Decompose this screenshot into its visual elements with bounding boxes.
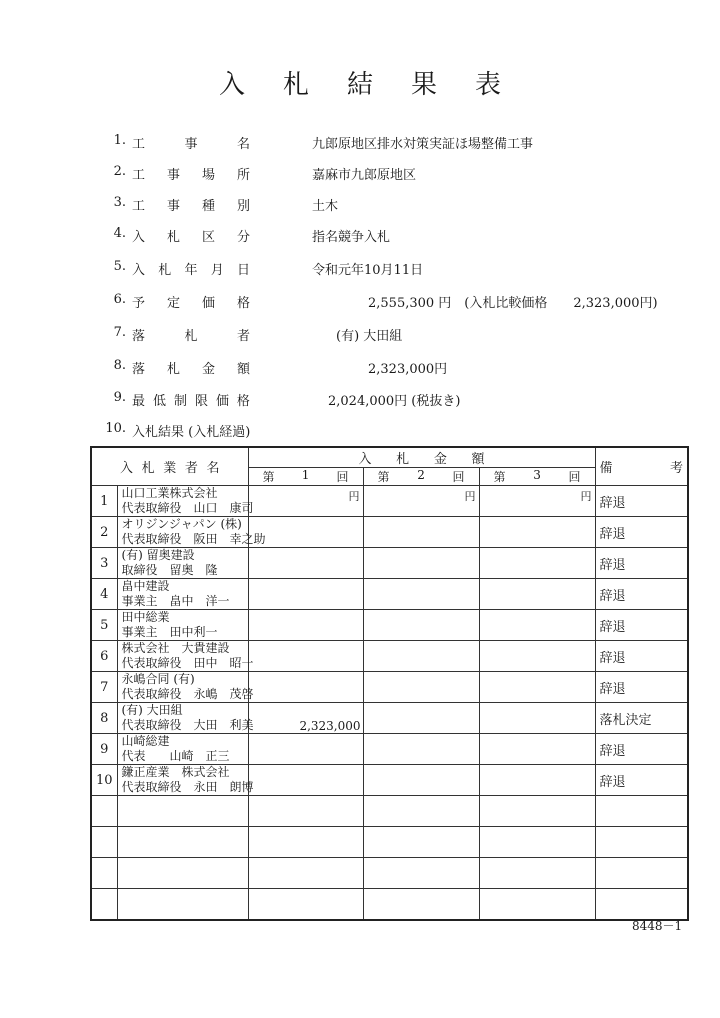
bid-amount-round-3 [479,579,595,610]
bid-amount-round-2 [363,672,479,703]
bid-amount-round-1 [248,641,363,672]
item-label-char: 金 [201,362,215,377]
item-row [0,325,720,349]
header-char: 名 [206,461,220,476]
header-bidder-name [91,447,248,486]
header-char: 者 [184,461,198,476]
item-label [132,390,250,409]
item-label-char: 落 [132,329,146,344]
empty-cell [91,827,117,858]
bid-amount-round-3 [479,517,595,548]
bidder-company: 田中総業 [121,610,170,624]
empty-cell [117,827,248,858]
row-number: 5 [91,610,117,641]
bidder-name-cell [117,703,254,734]
item-label [132,164,250,183]
item-value: (有) 大田組 [336,329,403,344]
header-char: 業 [163,461,177,476]
bid-amount-round-2 [363,610,479,641]
item-number: 7. [113,325,126,340]
item-value: 2,555,300 円 (入札比較価格 2,323,000円) [368,296,658,311]
row-number: 8 [91,703,117,734]
item-label-char: 工 [132,199,146,214]
table-row [91,734,688,765]
bidder-representative: 代表 山崎 正三 [121,749,230,763]
item-value: 令和元年10月11日 [312,263,424,278]
bidder-name-cell [117,672,254,703]
item-label-char: 札 [184,329,198,344]
item-row [0,292,720,316]
yen-unit: 円 [464,490,476,503]
item-label-char: 価 [201,296,215,311]
item-number: 9. [113,390,126,405]
item-label-char: 入 [132,263,146,278]
item-row [0,358,720,382]
header-char: 回 [452,470,465,484]
header-char: 入 [358,452,372,467]
empty-row [91,796,688,827]
remarks-cell: 辞退 [595,610,688,641]
item-label [132,133,250,152]
header-char: 備 [599,461,613,476]
bidder-representative: 代表取締役 山口 康司 [121,501,254,515]
header-char: 回 [336,470,349,484]
empty-cell [248,796,363,827]
bidder-representative: 事業主 田中利一 [121,625,218,639]
item-row [0,133,720,157]
header-char: 考 [670,461,684,476]
remarks-cell: 辞退 [595,734,688,765]
header-char: 3 [533,468,541,482]
bid-amount-round-2 [363,734,479,765]
item-label-char: 格 [236,394,250,409]
empty-cell [117,858,248,889]
bidder-representative: 代表取締役 阪田 幸之助 [121,532,266,546]
table-row [91,610,688,641]
empty-cell [248,858,363,889]
empty-row [91,858,688,889]
empty-cell [479,827,595,858]
yen-unit: 円 [348,490,360,503]
item-label-char: 月 [210,263,224,278]
item-list [0,0,720,440]
bid-amount-round-1 [248,486,363,517]
bid-amount-round-1 [248,765,363,796]
item-label-char: 事 [166,168,180,183]
table-row [91,672,688,703]
bid-amount-round-1 [248,672,363,703]
item-label-char: 分 [236,230,250,245]
item-label-char: 工 [132,137,146,152]
bid-amount-round-2 [363,486,479,517]
item-label [132,226,250,245]
row-number: 10 [91,765,117,796]
empty-row [91,827,688,858]
header-bid-amount [248,447,595,468]
table-row [91,765,688,796]
item-row [0,259,720,283]
item-number: 5. [113,259,126,274]
empty-cell [479,796,595,827]
remarks-cell: 辞退 [595,486,688,517]
empty-cell [91,796,117,827]
item-label [132,358,250,377]
item-label-char: 所 [236,168,250,183]
row-number: 6 [91,641,117,672]
item-label [132,292,250,311]
item-label-char: 低 [152,394,166,409]
item-label-char: 場 [201,168,215,183]
item-number: 10. [105,421,126,436]
empty-cell [595,827,688,858]
item-label-char: 名 [236,137,250,152]
bidder-name-cell [117,548,248,579]
row-number: 4 [91,579,117,610]
bid-amount-round-1 [248,579,363,610]
empty-cell [117,889,248,920]
bid-amount-round-2 [363,548,479,579]
item-label-char: 額 [236,362,250,377]
empty-cell [117,796,248,827]
bid-amount-value: 2,323,000 [299,719,361,733]
bidder-company: 山口工業株式会社 [121,486,218,500]
item-label-char: 入 [132,230,146,245]
empty-cell [363,858,479,889]
item-value: 九郎原地区排水対策実証ほ場整備工事 [312,137,534,152]
item-number: 4. [113,226,126,241]
bidder-name-cell [117,486,254,517]
item-label-char: 年 [184,263,198,278]
bidder-name-cell [117,579,248,610]
bidder-company: オリジンジャパン (株) [121,517,242,531]
bid-amount-round-3 [479,672,595,703]
bid-amount-round-3 [479,486,595,517]
table-row [91,486,688,517]
item-label-char: 種 [201,199,215,214]
empty-row [91,889,688,920]
bid-amount-round-1 [248,734,363,765]
row-number: 2 [91,517,117,548]
header-char: 金 [433,452,447,467]
empty-cell [479,889,595,920]
empty-cell [91,889,117,920]
empty-cell [595,889,688,920]
header-remarks [595,447,688,486]
header-char: 額 [471,452,485,467]
row-number: 1 [91,486,117,517]
item-label-char: 最 [132,394,146,409]
header-char: 札 [141,461,155,476]
bidder-name-cell [117,517,266,548]
bid-amount-round-1 [248,703,363,734]
bidder-representative: 代表取締役 大田 利美 [121,718,254,732]
header-char: 第 [377,470,390,484]
header-char: 第 [262,470,275,484]
bidder-name-cell [117,765,254,796]
bidder-representative: 代表取締役 永田 朗博 [121,780,254,794]
item-value: 2,323,000円 [368,362,448,377]
bid-amount-round-3 [479,548,595,579]
item-row [0,195,720,219]
empty-cell [91,858,117,889]
item-label-char: 限 [194,394,208,409]
bidder-company: (有) 大田組 [121,703,183,717]
bid-amount-round-2 [363,517,479,548]
item-number: 2. [113,164,126,179]
item-label-char: 格 [236,296,250,311]
header-char: 2 [417,468,425,482]
item-label-char: 価 [215,394,229,409]
item-label-char: 日 [236,263,250,278]
bidder-name-cell [117,610,248,641]
table-row [91,548,688,579]
header-char: 第 [493,470,506,484]
remarks-cell: 辞退 [595,641,688,672]
remarks-cell: 辞退 [595,765,688,796]
bid-amount-round-2 [363,765,479,796]
yen-unit: 円 [580,490,592,503]
item-row [0,390,720,414]
item-label [132,325,250,344]
bid-amount-round-3 [479,641,595,672]
table-row [91,641,688,672]
item-label-char: 制 [173,394,187,409]
item-row [0,164,720,188]
item-label-char: 事 [166,199,180,214]
header-char: 1 [301,468,310,482]
empty-cell [363,889,479,920]
bidder-company: 山崎総建 [121,734,170,748]
bidder-name-cell [117,641,254,672]
item-label-char: 札 [166,362,180,377]
bidder-company: 永嶋合同 (有) [121,672,195,686]
bid-amount-round-1 [248,517,363,548]
item-label-char: 工 [132,168,146,183]
bid-amount-round-2 [363,703,479,734]
remarks-cell: 辞退 [595,672,688,703]
header-char: 入 [120,461,134,476]
row-number: 9 [91,734,117,765]
header-char: 札 [396,452,410,467]
header-round-2 [363,468,479,486]
bid-amount-round-2 [363,641,479,672]
item-label [132,195,250,214]
item-value: 指名競争入札 [312,230,391,245]
remarks-cell: 辞退 [595,548,688,579]
item-label [132,259,250,278]
item-number: 3. [113,195,126,210]
empty-cell [363,796,479,827]
bid-amount-round-3 [479,703,595,734]
remarks-cell: 辞退 [595,517,688,548]
bid-amount-round-2 [363,579,479,610]
item-value: 嘉麻市九郎原地区 [312,168,417,183]
item-label-char: 札 [166,230,180,245]
item-label-char: 入札結果 (入札経過) [132,425,251,440]
bidder-representative: 事業主 畠中 洋一 [121,594,230,608]
bidder-representative: 代表取締役 永嶋 茂啓 [121,687,254,701]
table-row [91,703,688,734]
item-value: 土木 [312,199,339,214]
empty-cell [595,858,688,889]
empty-cell [248,827,363,858]
item-label-char: 札 [158,263,172,278]
header-char: 回 [568,470,581,484]
bid-amount-round-3 [479,765,595,796]
item-row [0,421,720,445]
bidder-company: 鎌正産業 株式会社 [121,765,230,779]
header-round-3 [479,468,595,486]
bid-amount-round-3 [479,734,595,765]
row-number: 7 [91,672,117,703]
item-label-char: 予 [132,296,146,311]
item-row [0,226,720,250]
item-label-char: 定 [166,296,180,311]
bidder-company: (有) 留奥建設 [121,548,195,562]
item-number: 1. [113,133,126,148]
document-code: 8448－1 [632,919,683,933]
item-number: 6. [113,292,126,307]
item-label [132,421,332,440]
row-number: 3 [91,548,117,579]
item-label-char: 区 [201,230,215,245]
bidder-representative: 代表取締役 田中 昭一 [121,656,254,670]
bidder-name-cell [117,734,248,765]
bid-amount-round-1 [248,548,363,579]
bid-amount-round-1 [248,610,363,641]
item-label-char: 事 [184,137,198,152]
bidder-company: 畠中建設 [121,579,170,593]
header-round-1 [248,468,363,486]
item-label-char: 別 [236,199,250,214]
page-title: 入札結果表 [218,70,539,100]
item-label-char: 者 [236,329,250,344]
empty-cell [595,796,688,827]
item-label-char: 落 [132,362,146,377]
bidder-representative: 取締役 留奥 隆 [121,563,218,577]
bid-amount-round-3 [479,610,595,641]
empty-cell [363,827,479,858]
empty-cell [479,858,595,889]
remarks-cell: 辞退 [595,579,688,610]
item-number: 8. [113,358,126,373]
item-value: 2,024,000円 (税抜き) [328,394,461,409]
remarks-cell: 落札決定 [595,703,688,734]
table-row [91,579,688,610]
table-row [91,517,688,548]
bidder-company: 株式会社 大貴建設 [121,641,230,655]
empty-cell [248,889,363,920]
bid-results-table [90,446,689,921]
